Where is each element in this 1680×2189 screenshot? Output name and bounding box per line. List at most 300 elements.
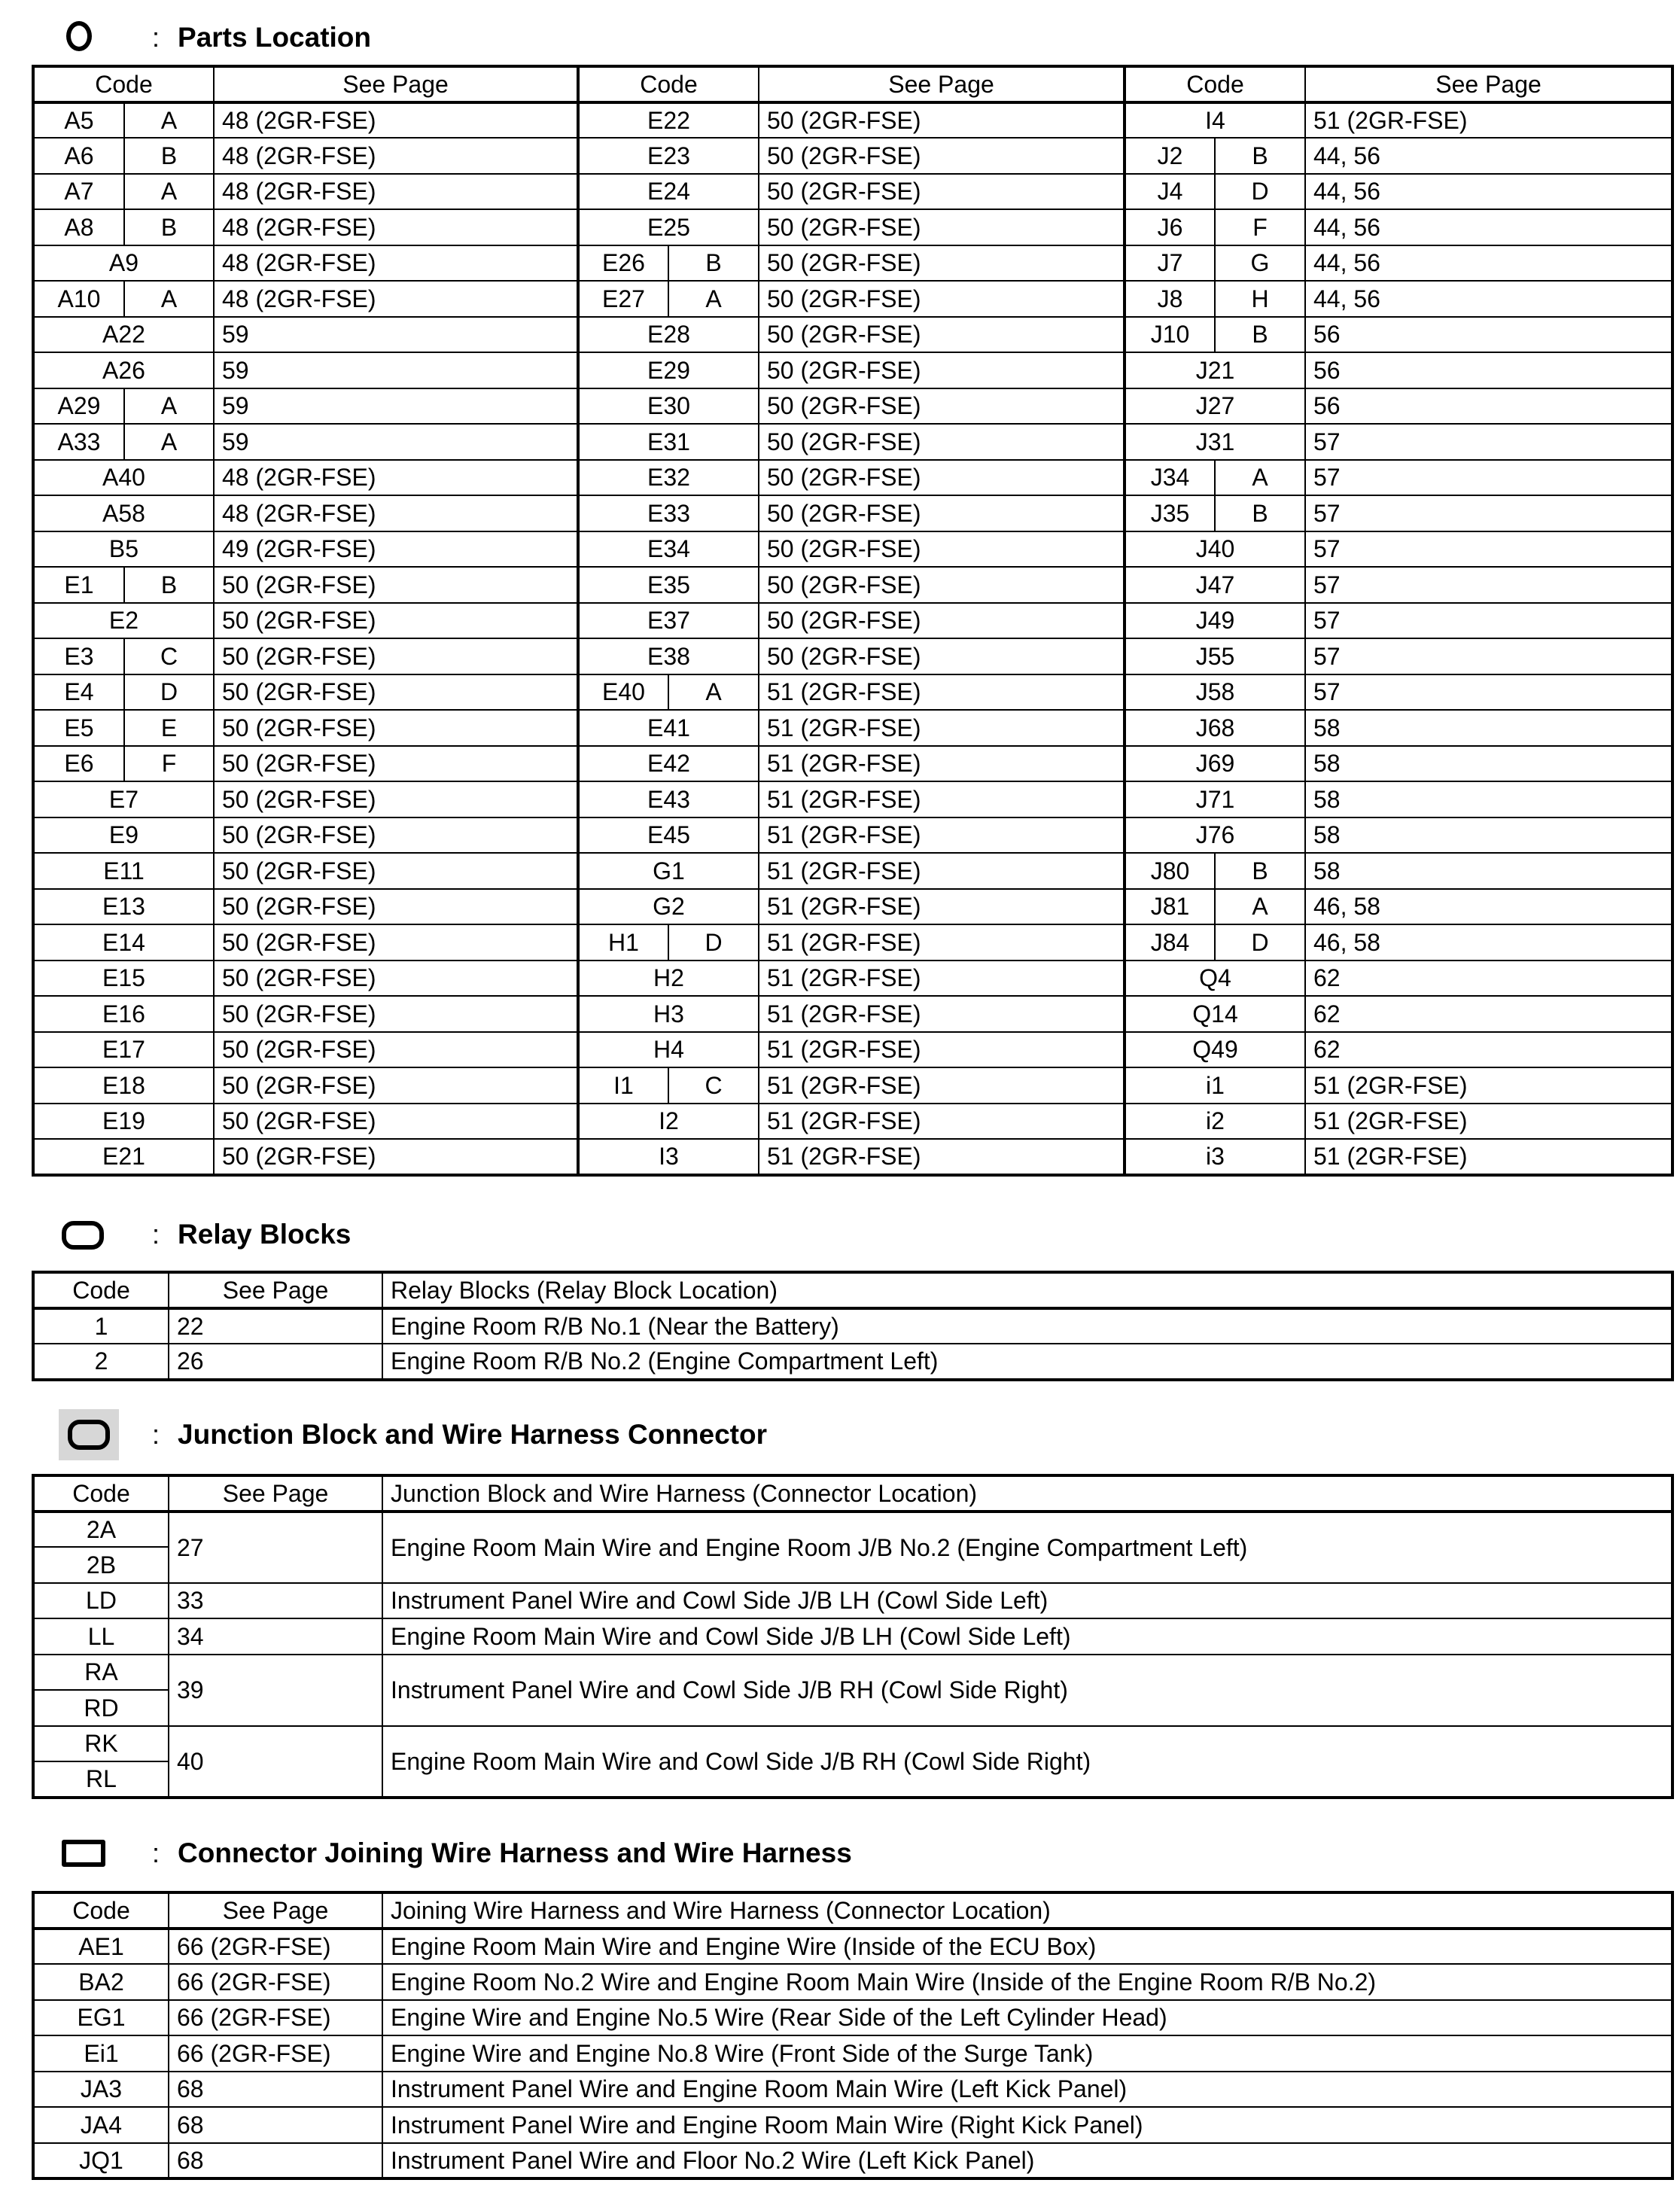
see-page-value: 58 — [1305, 746, 1672, 782]
see-page-value: 62 — [1305, 1032, 1672, 1068]
see-page-value: 50 (2GR-FSE) — [759, 102, 1125, 139]
connector-suffix: G — [1215, 245, 1305, 282]
see-page-value: 62 — [1305, 996, 1672, 1032]
see-page-value: 51 (2GR-FSE) — [759, 853, 1125, 889]
header-description: Joining Wire Harness and Wire Harness (Connector Location) — [382, 1892, 1672, 1929]
connector-suffix: A — [668, 281, 759, 317]
connector-code: B5 — [33, 531, 214, 568]
table-row — [33, 1583, 1672, 1619]
connector-code: I1 — [578, 1067, 668, 1104]
connector-suffix: B — [1215, 495, 1305, 531]
connector-code: i1 — [1125, 1067, 1305, 1104]
table-row — [33, 424, 1672, 460]
see-page-value: 50 (2GR-FSE) — [759, 638, 1125, 674]
connector-code: E7 — [33, 781, 214, 817]
see-page-value: 50 (2GR-FSE) — [214, 889, 578, 925]
connector-code: JA4 — [33, 2107, 169, 2143]
connector-code: 1 — [33, 1308, 169, 1344]
header-code: Code — [578, 66, 759, 102]
table-row — [33, 1104, 1672, 1140]
see-page-value: 48 (2GR-FSE) — [214, 138, 578, 174]
location-description: Engine Room Main Wire and Cowl Side J/B RH (Cowl Side Right) — [382, 1726, 1672, 1798]
see-page-value: 26 — [169, 1344, 382, 1380]
see-page-value: 34 — [169, 1618, 382, 1655]
header-code: Code — [33, 66, 214, 102]
connector-suffix: A — [124, 102, 214, 139]
see-page-value: 48 (2GR-FSE) — [214, 102, 578, 139]
location-description: Instrument Panel Wire and Cowl Side J/B LH (Cowl Side Left) — [382, 1583, 1672, 1619]
see-page-value: 39 — [169, 1655, 382, 1726]
see-page-value: 51 (2GR-FSE) — [759, 1032, 1125, 1068]
connector-suffix: D — [124, 674, 214, 711]
see-page-value: 50 (2GR-FSE) — [759, 209, 1125, 245]
table-row — [33, 2143, 1672, 2179]
table-row — [33, 889, 1672, 925]
connector-code: E45 — [578, 817, 759, 854]
see-page-value: 68 — [169, 2143, 382, 2179]
connector-suffix: B — [668, 245, 759, 282]
see-page-value: 50 (2GR-FSE) — [214, 961, 578, 997]
connector-suffix: A — [124, 424, 214, 460]
connector-code: E42 — [578, 746, 759, 782]
section-title: Parts Location — [178, 22, 372, 53]
see-page-value: 44, 56 — [1305, 174, 1672, 210]
see-page-value: 50 (2GR-FSE) — [759, 531, 1125, 568]
table-row — [33, 352, 1672, 388]
connector-code: E41 — [578, 710, 759, 746]
section-title: Relay Blocks — [178, 1219, 352, 1250]
table-row — [33, 1618, 1672, 1655]
see-page-value: 58 — [1305, 853, 1672, 889]
see-page-value: 50 (2GR-FSE) — [214, 1032, 578, 1068]
see-page-value: 51 (2GR-FSE) — [759, 1104, 1125, 1140]
see-page-value: 68 — [169, 2072, 382, 2108]
connector-code: E16 — [33, 996, 214, 1032]
connector-suffix: F — [124, 746, 214, 782]
connector-code: EG1 — [33, 2000, 169, 2036]
connector-code: J81 — [1125, 889, 1215, 925]
connector-code: E27 — [578, 281, 668, 317]
connector-suffix: H — [1215, 281, 1305, 317]
location-description: Engine Room Main Wire and Engine Room J/B No.2 (Engine Compartment Left) — [382, 1512, 1672, 1583]
connector-code: Q14 — [1125, 996, 1305, 1032]
see-page-value: 50 (2GR-FSE) — [214, 1067, 578, 1104]
table-row — [33, 1308, 1672, 1344]
connector-code: E33 — [578, 495, 759, 531]
connector-code: A22 — [33, 317, 214, 353]
see-page-value: 66 (2GR-FSE) — [169, 1929, 382, 1965]
table-row — [33, 853, 1672, 889]
connector-suffix: B — [1215, 138, 1305, 174]
location-description: Engine Room R/B No.2 (Engine Compartment Left) — [382, 1344, 1672, 1380]
see-page-value: 50 (2GR-FSE) — [214, 853, 578, 889]
table-row — [33, 102, 1672, 139]
connector-code: E22 — [578, 102, 759, 139]
connector-code: JA3 — [33, 2072, 169, 2108]
section-title: Junction Block and Wire Harness Connector — [178, 1419, 767, 1450]
header-row — [33, 1272, 1672, 1308]
junction-block-heading — [59, 1414, 767, 1456]
see-page-value: 48 (2GR-FSE) — [214, 245, 578, 282]
connector-code: H4 — [578, 1032, 759, 1068]
connector-code: E4 — [33, 674, 124, 711]
connector-code: J84 — [1125, 924, 1215, 961]
table-row — [33, 817, 1672, 854]
connector-suffix: A — [1215, 460, 1305, 496]
connector-code: J69 — [1125, 746, 1305, 782]
see-page-value: 58 — [1305, 781, 1672, 817]
connector-code: E15 — [33, 961, 214, 997]
connector-code: E25 — [578, 209, 759, 245]
connector-code: J47 — [1125, 567, 1305, 603]
connector-code: E37 — [578, 603, 759, 639]
connector-code: H1 — [578, 924, 668, 961]
see-page-value: 51 (2GR-FSE) — [759, 674, 1125, 711]
see-page-value: 50 (2GR-FSE) — [759, 424, 1125, 460]
connector-suffix: B — [124, 138, 214, 174]
connector-code: H3 — [578, 996, 759, 1032]
location-description: Instrument Panel Wire and Engine Room Main Wire (Left Kick Panel) — [382, 2072, 1672, 2108]
connector-code: J4 — [1125, 174, 1215, 210]
connector-code: AE1 — [33, 1929, 169, 1965]
connector-suffix: D — [1215, 924, 1305, 961]
connector-code: J34 — [1125, 460, 1215, 496]
connector-code: A9 — [33, 245, 214, 282]
connector-code: E19 — [33, 1104, 214, 1140]
connector-code: J7 — [1125, 245, 1215, 282]
connector-suffix: B — [1215, 317, 1305, 353]
connector-code: 2B — [33, 1547, 169, 1583]
header-code: Code — [33, 1272, 169, 1308]
joining-connector-table — [32, 1891, 1674, 2180]
see-page-value: 33 — [169, 1583, 382, 1619]
see-page-value: 51 (2GR-FSE) — [759, 817, 1125, 854]
connector-suffix: A — [1215, 889, 1305, 925]
header-code: Code — [33, 1892, 169, 1929]
see-page-value: 50 (2GR-FSE) — [214, 638, 578, 674]
connector-code: E3 — [33, 638, 124, 674]
connector-code: H2 — [578, 961, 759, 997]
table-row — [33, 1067, 1672, 1104]
location-description: Instrument Panel Wire and Engine Room Main Wire (Right Kick Panel) — [382, 2107, 1672, 2143]
rectangle-symbol-icon — [59, 1832, 107, 1874]
table-row — [33, 924, 1672, 961]
connector-code: J55 — [1125, 638, 1305, 674]
table-row — [33, 388, 1672, 425]
see-page-value: 59 — [214, 317, 578, 353]
table-row — [33, 245, 1672, 282]
see-page-value: 50 (2GR-FSE) — [214, 674, 578, 711]
header-see-page: See Page — [214, 66, 578, 102]
connector-suffix: B — [124, 567, 214, 603]
connector-code: I3 — [578, 1139, 759, 1175]
connector-code: J35 — [1125, 495, 1215, 531]
see-page-value: 59 — [214, 424, 578, 460]
connector-code: E24 — [578, 174, 759, 210]
table-row — [33, 1964, 1672, 2000]
connector-code: J10 — [1125, 317, 1215, 353]
connector-code: E11 — [33, 853, 214, 889]
table-row — [33, 781, 1672, 817]
see-page-value: 51 (2GR-FSE) — [759, 746, 1125, 782]
see-page-value: 51 (2GR-FSE) — [1305, 1104, 1672, 1140]
connector-code: J76 — [1125, 817, 1305, 854]
see-page-value: 50 (2GR-FSE) — [759, 495, 1125, 531]
see-page-value: 51 (2GR-FSE) — [759, 1139, 1125, 1175]
see-page-value: 57 — [1305, 531, 1672, 568]
header-row — [33, 1475, 1672, 1512]
connector-code: A33 — [33, 424, 124, 460]
connector-code: LL — [33, 1618, 169, 1655]
connector-suffix: A — [668, 674, 759, 711]
connector-code: G2 — [578, 889, 759, 925]
table-row — [33, 1929, 1672, 1965]
connector-code: A5 — [33, 102, 124, 139]
header-see-page: See Page — [169, 1272, 382, 1308]
table-row — [33, 1139, 1672, 1175]
location-description: Engine Room Main Wire and Cowl Side J/B LH (Cowl Side Left) — [382, 1618, 1672, 1655]
connector-code: J40 — [1125, 531, 1305, 568]
connector-code: 2 — [33, 1344, 169, 1380]
table-row — [33, 531, 1672, 568]
see-page-value: 48 (2GR-FSE) — [214, 209, 578, 245]
header-code: Code — [1125, 66, 1305, 102]
connector-code: I4 — [1125, 102, 1305, 139]
see-page-value: 62 — [1305, 961, 1672, 997]
see-page-value: 50 (2GR-FSE) — [759, 603, 1125, 639]
see-page-value: 57 — [1305, 603, 1672, 639]
connector-code: E18 — [33, 1067, 214, 1104]
circle-symbol-icon — [59, 17, 107, 59]
see-page-value: 51 (2GR-FSE) — [759, 1067, 1125, 1104]
connector-code: Q4 — [1125, 961, 1305, 997]
connector-code: J49 — [1125, 603, 1305, 639]
see-page-value: 57 — [1305, 674, 1672, 711]
connector-code: J8 — [1125, 281, 1215, 317]
connector-code: E23 — [578, 138, 759, 174]
connector-code: E6 — [33, 746, 124, 782]
table-row — [33, 996, 1672, 1032]
connector-code: E2 — [33, 603, 214, 639]
header-description: Relay Blocks (Relay Block Location) — [382, 1272, 1672, 1308]
see-page-value: 59 — [214, 352, 578, 388]
see-page-value: 51 (2GR-FSE) — [759, 961, 1125, 997]
see-page-value: 50 (2GR-FSE) — [759, 245, 1125, 282]
see-page-value: 66 (2GR-FSE) — [169, 2035, 382, 2072]
see-page-value: 50 (2GR-FSE) — [759, 174, 1125, 210]
connector-suffix: A — [124, 281, 214, 317]
connector-code: J68 — [1125, 710, 1305, 746]
connector-code: E40 — [578, 674, 668, 711]
table-row — [33, 1032, 1672, 1068]
see-page-value: 57 — [1305, 460, 1672, 496]
connector-suffix: A — [124, 174, 214, 210]
see-page-value: 59 — [214, 388, 578, 425]
section-colon: : — [152, 1419, 160, 1450]
connector-code: I2 — [578, 1104, 759, 1140]
see-page-value: 58 — [1305, 817, 1672, 854]
table-row — [33, 710, 1672, 746]
connector-code: E21 — [33, 1139, 214, 1175]
connector-code: i3 — [1125, 1139, 1305, 1175]
connector-code: E43 — [578, 781, 759, 817]
connector-suffix: C — [124, 638, 214, 674]
connector-code: J31 — [1125, 424, 1305, 460]
table-row — [33, 174, 1672, 210]
connector-code: RD — [33, 1690, 169, 1726]
connector-code: J27 — [1125, 388, 1305, 425]
connector-code: 2A — [33, 1512, 169, 1548]
section-colon: : — [152, 1837, 160, 1868]
see-page-value: 48 (2GR-FSE) — [214, 460, 578, 496]
see-page-value: 51 (2GR-FSE) — [759, 781, 1125, 817]
section-title: Connector Joining Wire Harness and Wire Harness — [178, 1837, 852, 1868]
parts-location-table — [32, 65, 1674, 1177]
see-page-value: 57 — [1305, 495, 1672, 531]
see-page-value: 68 — [169, 2107, 382, 2143]
see-page-value: 50 (2GR-FSE) — [759, 567, 1125, 603]
see-page-value: 46, 58 — [1305, 924, 1672, 961]
table-row — [33, 1726, 1672, 1762]
connector-code: JQ1 — [33, 2143, 169, 2179]
see-page-value: 22 — [169, 1308, 382, 1344]
connector-suffix: F — [1215, 209, 1305, 245]
junction-block-table — [32, 1474, 1674, 1799]
connector-code: E29 — [578, 352, 759, 388]
connector-code: A26 — [33, 352, 214, 388]
table-row — [33, 2000, 1672, 2036]
connector-code: RL — [33, 1761, 169, 1798]
table-row — [33, 746, 1672, 782]
see-page-value: 50 (2GR-FSE) — [214, 817, 578, 854]
connector-code: A7 — [33, 174, 124, 210]
see-page-value: 56 — [1305, 388, 1672, 425]
connector-code: E28 — [578, 317, 759, 353]
table-row — [33, 1655, 1672, 1691]
rounded-rectangle-symbol-icon — [59, 1213, 107, 1256]
table-row — [33, 460, 1672, 496]
connector-suffix: C — [668, 1067, 759, 1104]
see-page-value: 57 — [1305, 638, 1672, 674]
table-row — [33, 1512, 1672, 1548]
table-row — [33, 1344, 1672, 1380]
connector-suffix: A — [124, 388, 214, 425]
connector-code: J58 — [1125, 674, 1305, 711]
see-page-value: 51 (2GR-FSE) — [1305, 1139, 1672, 1175]
see-page-value: 50 (2GR-FSE) — [214, 1139, 578, 1175]
table-row — [33, 674, 1672, 711]
see-page-value: 50 (2GR-FSE) — [214, 603, 578, 639]
see-page-value: 66 (2GR-FSE) — [169, 2000, 382, 2036]
table-row — [33, 2072, 1672, 2108]
joining-connector-heading — [59, 1832, 852, 1874]
connector-code: A8 — [33, 209, 124, 245]
connector-code: E26 — [578, 245, 668, 282]
connector-code: E1 — [33, 567, 124, 603]
location-description: Instrument Panel Wire and Cowl Side J/B RH (Cowl Side Right) — [382, 1655, 1672, 1726]
connector-code: BA2 — [33, 1964, 169, 2000]
connector-code: E30 — [578, 388, 759, 425]
see-page-value: 56 — [1305, 352, 1672, 388]
connector-code: E34 — [578, 531, 759, 568]
header-row — [33, 1892, 1672, 1929]
see-page-value: 48 (2GR-FSE) — [214, 174, 578, 210]
see-page-value: 51 (2GR-FSE) — [759, 710, 1125, 746]
location-description: Engine Room Main Wire and Engine Wire (Inside of the ECU Box) — [382, 1929, 1672, 1965]
connector-code: A40 — [33, 460, 214, 496]
table-row — [33, 138, 1672, 174]
see-page-value: 40 — [169, 1726, 382, 1798]
see-page-value: 50 (2GR-FSE) — [214, 781, 578, 817]
section-colon: : — [152, 1219, 160, 1250]
connector-code: E5 — [33, 710, 124, 746]
connector-code: A10 — [33, 281, 124, 317]
see-page-value: 50 (2GR-FSE) — [759, 352, 1125, 388]
connector-code: RK — [33, 1726, 169, 1762]
see-page-value: 57 — [1305, 424, 1672, 460]
connector-code: E35 — [578, 567, 759, 603]
connector-code: A58 — [33, 495, 214, 531]
see-page-value: 44, 56 — [1305, 281, 1672, 317]
see-page-value: 44, 56 — [1305, 209, 1672, 245]
see-page-value: 48 (2GR-FSE) — [214, 495, 578, 531]
see-page-value: 66 (2GR-FSE) — [169, 1964, 382, 2000]
see-page-value: 27 — [169, 1512, 382, 1583]
parts-location-heading — [59, 17, 371, 59]
see-page-value: 50 (2GR-FSE) — [214, 924, 578, 961]
connector-code: E31 — [578, 424, 759, 460]
header-code: Code — [33, 1475, 169, 1512]
header-row — [33, 66, 1672, 102]
connector-suffix: D — [668, 924, 759, 961]
connector-suffix: E — [124, 710, 214, 746]
see-page-value: 58 — [1305, 710, 1672, 746]
header-see-page: See Page — [1305, 66, 1672, 102]
see-page-value: 48 (2GR-FSE) — [214, 281, 578, 317]
connector-code: RA — [33, 1655, 169, 1691]
connector-code: G1 — [578, 853, 759, 889]
connector-code: J6 — [1125, 209, 1215, 245]
connector-code: A6 — [33, 138, 124, 174]
connector-code: J2 — [1125, 138, 1215, 174]
connector-suffix: B — [124, 209, 214, 245]
shaded-rounded-rectangle-symbol-icon — [59, 1414, 119, 1456]
see-page-value: 51 (2GR-FSE) — [759, 924, 1125, 961]
see-page-value: 50 (2GR-FSE) — [214, 567, 578, 603]
see-page-value: 50 (2GR-FSE) — [214, 996, 578, 1032]
connector-suffix: B — [1215, 853, 1305, 889]
relay-blocks-heading — [59, 1213, 351, 1256]
header-see-page: See Page — [169, 1475, 382, 1512]
see-page-value: 50 (2GR-FSE) — [759, 138, 1125, 174]
connector-code: Ei1 — [33, 2035, 169, 2072]
connector-code: A29 — [33, 388, 124, 425]
see-page-value: 50 (2GR-FSE) — [759, 281, 1125, 317]
connector-code: E32 — [578, 460, 759, 496]
see-page-value: 50 (2GR-FSE) — [759, 317, 1125, 353]
location-description: Engine Room R/B No.1 (Near the Battery) — [382, 1308, 1672, 1344]
connector-code: E9 — [33, 817, 214, 854]
table-row — [33, 2035, 1672, 2072]
table-row — [33, 2107, 1672, 2143]
see-page-value: 50 (2GR-FSE) — [759, 388, 1125, 425]
connector-code: J21 — [1125, 352, 1305, 388]
relay-blocks-table — [32, 1271, 1674, 1381]
location-description: Instrument Panel Wire and Floor No.2 Wire (Left Kick Panel) — [382, 2143, 1672, 2179]
see-page-value: 44, 56 — [1305, 138, 1672, 174]
connector-suffix: D — [1215, 174, 1305, 210]
see-page-value: 44, 56 — [1305, 245, 1672, 282]
